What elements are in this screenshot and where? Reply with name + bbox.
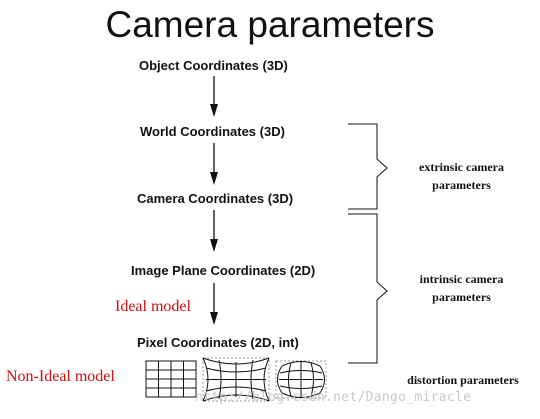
distortion-label: distortion parameters — [407, 373, 519, 387]
node-camera-coordinates: Camera Coordinates (3D) — [137, 191, 294, 206]
page-title: Camera parameters — [105, 4, 435, 45]
arrow-camera-to-image — [210, 210, 218, 252]
intrinsic-bracket — [348, 214, 387, 363]
ideal-grid-icon — [146, 361, 196, 397]
intrinsic-label-line1: intrinsic camera — [419, 272, 504, 286]
extrinsic-label-line1: extrinsic camera — [419, 160, 504, 174]
node-pixel-coordinates: Pixel Coordinates (2D, int) — [137, 335, 299, 350]
ideal-model-label: Ideal model — [115, 298, 191, 315]
arrow-world-to-camera — [210, 143, 218, 185]
extrinsic-label-line2: parameters — [432, 178, 491, 192]
watermark: http://blog.csdn.net/Dango_miracle — [195, 390, 472, 405]
arrow-image-to-pixel — [210, 283, 218, 325]
extrinsic-bracket — [348, 124, 387, 209]
non-ideal-model-label: Non-Ideal model — [6, 368, 115, 385]
arrow-object-to-world — [210, 76, 218, 117]
node-image-plane-coordinates: Image Plane Coordinates (2D) — [131, 263, 316, 278]
node-object-coordinates: Object Coordinates (3D) — [139, 58, 288, 73]
node-world-coordinates: World Coordinates (3D) — [140, 124, 285, 139]
intrinsic-label-line2: parameters — [432, 290, 491, 304]
